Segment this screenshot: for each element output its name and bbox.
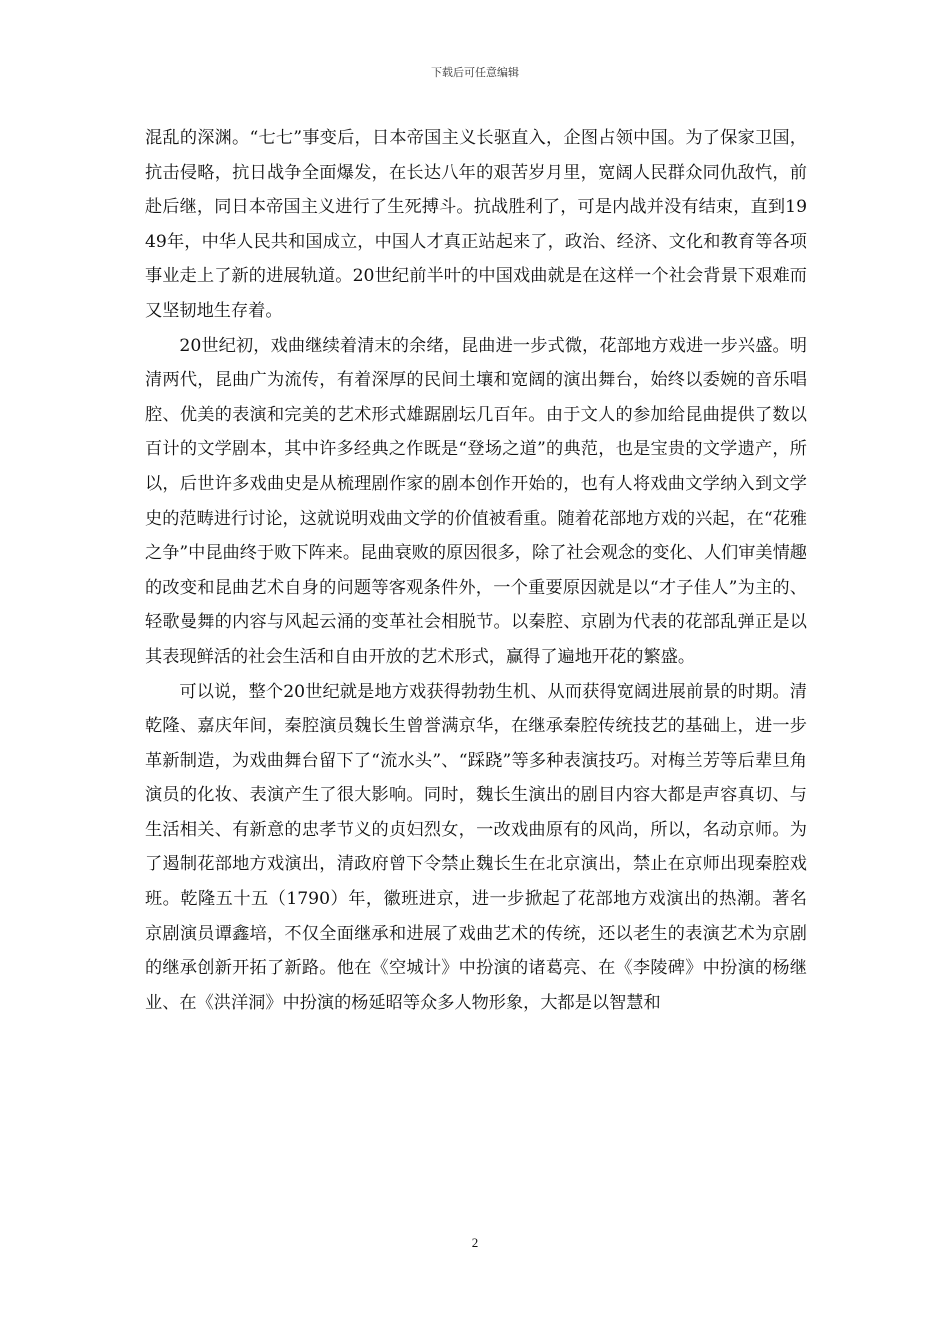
page-header: 下载后可任意编辑 — [431, 66, 519, 79]
paragraph-1: 混乱的深渊。“七七”事变后，日本帝国主义长驱直入，企图占领中国。为了保家卫国，抗击侵略，抗日战争全面爆发，在长达八年的艰苦岁月里，宽阔人民群众同仇敌忾，前赴后继，同日本帝国主义进行了生死搏斗。抗战胜利了，可是内战并没有结束，直到1949年，中华人民共和国成立，中国人才真正站起来了，政治、经济、文化和教育等各项事业走上了新的进展轨道。20世纪前半叶的中国戏曲就是在这样一个社会背景下艰难而又坚韧地生存着。 — [145, 128, 807, 321]
page-number: 2 — [471, 1235, 479, 1250]
paragraph-2: 20世纪初，戏曲继续着清末的余绪，昆曲进一步式微，花部地方戏进一步兴盛。明清两代，昆曲广为流传，有着深厚的民间土壤和宽阔的演出舞台，始终以委婉的音乐唱腔、优美的表演和完美的艺术形式雄踞剧坛几百年。由于文人的参加给昆曲提供了数以百计的文学剧本，其中许多经典之作既是“登场之道”的典范，也是宝贵的文学遗产，所以，后世许多戏曲史是从梳理剧作家的剧本创作开始的，也有人将戏曲文学纳入到文学史的范畴进行讨论，这就说明戏曲文学的价值被看重。随着花部地方戏的兴起，在“花雅之争”中昆曲终于败下阵来。昆曲衰败的原因很多，除了社会观念的变化、人们审美情趣的改变和昆曲艺术自身的问题等客观条件外，一个重要原因就是以“才子佳人”为主的、轻歌曼舞的内容与风起云涌的变革社会相脱节。以秦腔、京剧为代表的花部乱弹正是以其表现鲜活的社会生活和自由开放的艺术形式，赢得了遍地开花的繁盛。 — [145, 335, 807, 667]
document-body — [145, 121, 807, 1020]
paragraph-3: 可以说，整个20世纪就是地方戏获得勃勃生机、从而获得宽阔进展前景的时期。清乾隆、嘉庆年间，秦腔演员魏长生曾誉满京华，在继承秦腔传统技艺的基础上，进一步革新制造，为戏曲舞台留下了“流水头”、“踩跷”等多种表演技巧。对梅兰芳等后辈旦角演员的化妆、表演产生了很大影响。同时，魏长生演出的剧目内容大都是声容真切、与生活相关、有新意的忠孝节义的贞妇烈女，一改戏曲原有的风尚，所以，名动京师。为了遏制花部地方戏演出，清政府曾下令禁止魏长生在北京演出，禁止在京师出现秦腔戏班。乾隆五十五（1790）年，徽班进京，进一步掀起了花部地方戏演出的热潮。著名京剧演员谭鑫培，不仅全面继承和进展了戏曲艺术的传统，还以老生的表演艺术为京剧的继承创新开拓了新路。他在《空城计》中扮演的诸葛亮、在《李陵碑》中扮演的杨继业、在《洪洋洞》中扮演的杨延昭等众多人物形象，大都是以智慧和 — [145, 681, 807, 1013]
